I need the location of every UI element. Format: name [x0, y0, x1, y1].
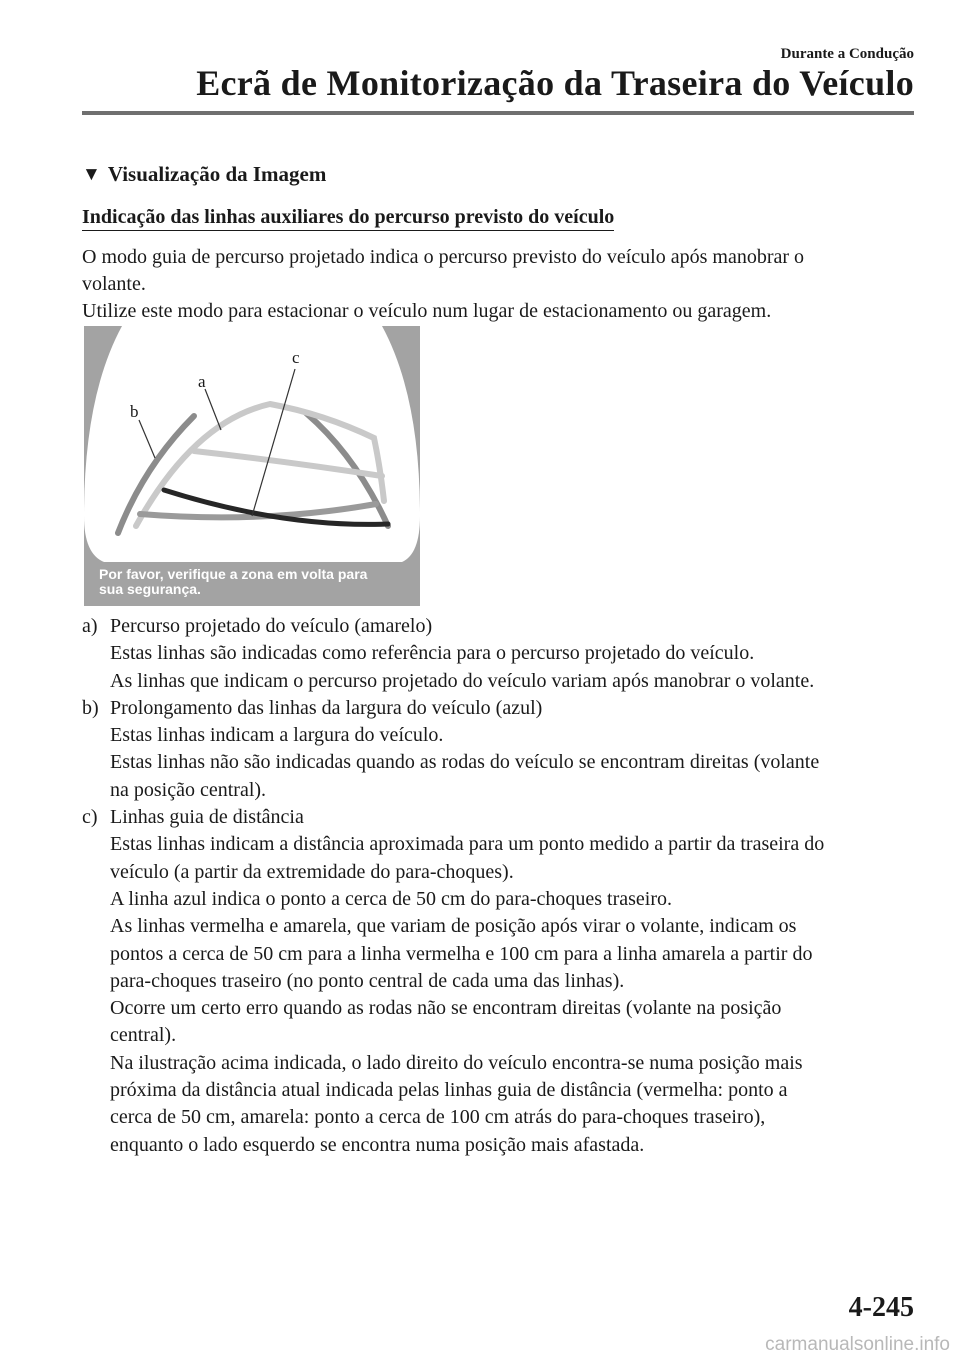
list-item: [82, 804, 922, 1159]
item-line: Estas linhas indicam a distância aproximada para um ponto medido a partir da traseira do: [110, 833, 825, 856]
triangle-down-icon: ▼: [82, 164, 101, 185]
item-line: Na ilustração acima indicada, o lado direito do veículo encontra-se numa posição mais: [110, 1051, 803, 1074]
item-line: A linha azul indica o ponto a cerca de 50 cm do para-choques traseiro.: [110, 887, 673, 910]
item-line: As linhas vermelha e amarela, que variam de posição após virar o volante, indicam os: [110, 915, 797, 938]
item-line: Estas linhas são indicadas como referência para o percurso projetado do veículo.: [110, 642, 755, 665]
item-line: enquanto o lado esquerdo se encontra numa posição mais afastada.: [110, 1133, 645, 1156]
item-marker: c): [82, 806, 98, 829]
item-line: central).: [110, 1024, 177, 1047]
subheading: Indicação das linhas auxiliares do percurso previsto do veículo: [82, 206, 614, 231]
list-item: [82, 613, 922, 695]
watermark: carmanualsonline.info: [765, 1334, 950, 1355]
legend-list: [82, 613, 922, 1159]
screen-warning-line: Por favor, verifique a zona em volta para: [99, 566, 368, 582]
item-line: cerca de 50 cm, amarela: ponto a cerca de 100 cm atrás do para-choques traseiro),: [110, 1106, 766, 1129]
item-line: pontos a cerca de 50 cm para a linha vermelha e 100 cm para a linha amarela a partir do: [110, 942, 813, 965]
callout-c: c: [292, 348, 300, 367]
header-divider: [82, 111, 914, 115]
intro-paragraph: [82, 244, 912, 325]
page-title: Ecrã de Monitorização da Traseira do Veículo: [196, 63, 914, 103]
item-line: próxima da distância atual indicada pelas linhas guia de distância (vermelha: ponto a: [110, 1079, 788, 1102]
item-title: Percurso projetado do veículo (amarelo): [110, 615, 433, 637]
screen-warning-text: [99, 567, 399, 597]
item-line: para-choques traseiro (no ponto central de cada uma das linhas).: [110, 969, 625, 992]
item-marker: a): [82, 615, 98, 637]
section-heading-text: Visualização da Imagem: [107, 162, 327, 186]
rear-camera-illustration: [84, 326, 420, 606]
item-line: Estas linhas indicam a largura do veículo.: [110, 724, 444, 747]
item-marker: b): [82, 696, 99, 719]
item-line: Ocorre um certo erro quando as rodas não se encontram direitas (volante na posição: [110, 997, 782, 1020]
intro-line: O modo guia de percurso projetado indica o percurso previsto do veículo após manobrar o: [82, 246, 805, 268]
page-number: 4-245: [848, 1292, 914, 1323]
item-title: Linhas guia de distância: [110, 806, 304, 829]
screen-warning-line: sua segurança.: [99, 581, 201, 597]
item-title: Prolongamento das linhas da largura do veículo (azul): [110, 696, 543, 719]
chapter-label: Durante a Condução: [780, 46, 914, 62]
intro-line: volante.: [82, 273, 146, 295]
callout-a: a: [198, 372, 206, 391]
list-item: [82, 695, 922, 804]
item-line: As linhas que indicam o percurso projetado do veículo variam após manobrar o volante.: [110, 669, 815, 692]
callout-b: b: [130, 402, 139, 421]
camera-screen-graphic: [84, 326, 420, 606]
item-line: Estas linhas não são indicadas quando as rodas do veículo se encontram direitas (volante: [110, 751, 820, 774]
section-heading: [82, 162, 326, 187]
item-line: na posição central).: [110, 778, 267, 801]
intro-line: Utilize este modo para estacionar o veículo num lugar de estacionamento ou garagem.: [82, 300, 772, 322]
item-line: veículo (a partir da extremidade do para-choques).: [110, 860, 514, 883]
